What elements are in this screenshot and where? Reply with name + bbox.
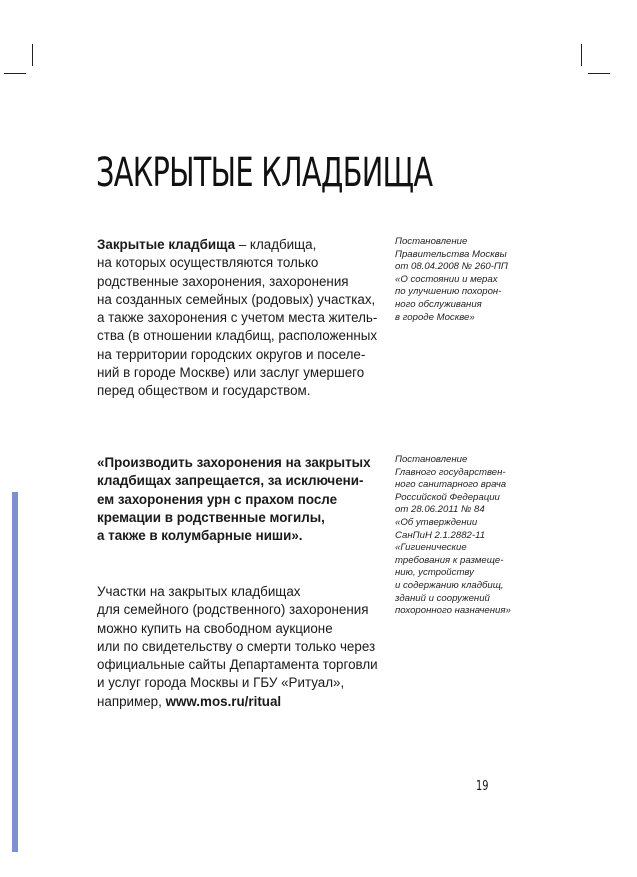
quote-line: кремации в родственные могилы,: [97, 509, 325, 525]
note-line: ного обслуживания: [395, 298, 482, 310]
note-line: «О состоянии и мерах: [395, 273, 498, 285]
purchase-paragraph: [97, 583, 378, 711]
purchase-line: можно купить на свободном аукционе: [97, 620, 333, 636]
definition-line: на которых осуществляются только: [97, 255, 319, 271]
crop-mark-top-left-horizontal: [4, 73, 26, 74]
purchase-last-prefix: например,: [97, 693, 166, 709]
note-line: по улучшению похорон-: [395, 286, 502, 298]
note-line: «Об утверждении: [395, 516, 478, 528]
note-line: Постановление: [395, 454, 468, 465]
quote-line: ем захоронения урн с прахом после: [97, 491, 338, 507]
note-line: Правительства Москвы: [395, 248, 507, 260]
side-note-moscow-decree: [395, 236, 508, 324]
note-line: от 28.06.2011 № 84: [395, 504, 485, 516]
definition-line: родственные захоронения, захоронения: [97, 273, 349, 289]
accent-bar: [12, 492, 18, 852]
note-line: требования к размеще-: [395, 554, 504, 566]
note-line: и содержанию кладбищ,: [395, 579, 504, 591]
definition-first-line-rest: – кладбища,: [235, 237, 317, 252]
note-line: похоронного назначения»: [395, 605, 511, 617]
note-line: СанПиН 2.1.2882-11: [395, 529, 486, 541]
note-line: ного санитарного врача: [395, 479, 507, 491]
definition-line: ний в городе Москве) или заслуг умершего: [97, 365, 365, 381]
crop-mark-top-right-horizontal: [588, 73, 610, 74]
note-line: зданий и сооружений: [395, 592, 490, 604]
quote-line: кладбищах запрещается, за исключени-: [97, 473, 364, 489]
definition-line: а также захоронения с учетом места житель-: [97, 310, 378, 326]
note-line: от 08.04.2008 № 260-ПП: [395, 261, 508, 273]
page-number: 19: [476, 779, 489, 794]
quote-line: а также в колумбарные ниши».: [97, 528, 303, 544]
side-note-sanitary-decree: [395, 454, 511, 618]
definition-first-line: [97, 236, 377, 254]
purchase-line: или по свидетельству о смерти только через: [97, 638, 376, 654]
purchase-line: и услуг города Москвы и ГБУ «Ритуал»,: [97, 675, 345, 691]
purchase-line: официальные сайты Департамента торговли: [97, 657, 378, 673]
definition-line: перед обществом и государством.: [97, 383, 311, 399]
note-line: Главного государствен-: [395, 466, 506, 478]
crop-mark-top-right: [581, 44, 582, 66]
purchase-line: для семейного (родственного) захоронения: [97, 602, 369, 618]
definition-term: Закрытые кладбища: [97, 237, 236, 252]
crop-mark-top-left: [32, 44, 33, 66]
definition-line: на территории городских округов и поселе-: [97, 346, 366, 362]
note-line: Постановление: [395, 236, 468, 247]
quote-line: «Производить захоронения на закрытых: [97, 455, 371, 470]
definition-paragraph: [97, 236, 377, 401]
regulation-quote: [97, 454, 371, 545]
note-line: нию, устройству: [395, 567, 474, 579]
purchase-line: Участки на закрытых кладбищах: [97, 584, 301, 599]
note-line: в городе Москве»: [395, 311, 475, 323]
note-line: «Гигиенические: [395, 542, 467, 554]
note-line: Российской Федерации: [395, 491, 500, 503]
definition-line: ства (в отношении кладбищ, расположенных: [97, 328, 378, 344]
ritual-link[interactable]: www.mos.ru/ritual: [165, 693, 282, 709]
definition-line: на созданных семейных (родовых) участках,: [97, 291, 376, 307]
purchase-last-line: [97, 693, 378, 711]
page-title: ЗАКРЫТЫЕ КЛАДБИЩА: [96, 150, 433, 196]
